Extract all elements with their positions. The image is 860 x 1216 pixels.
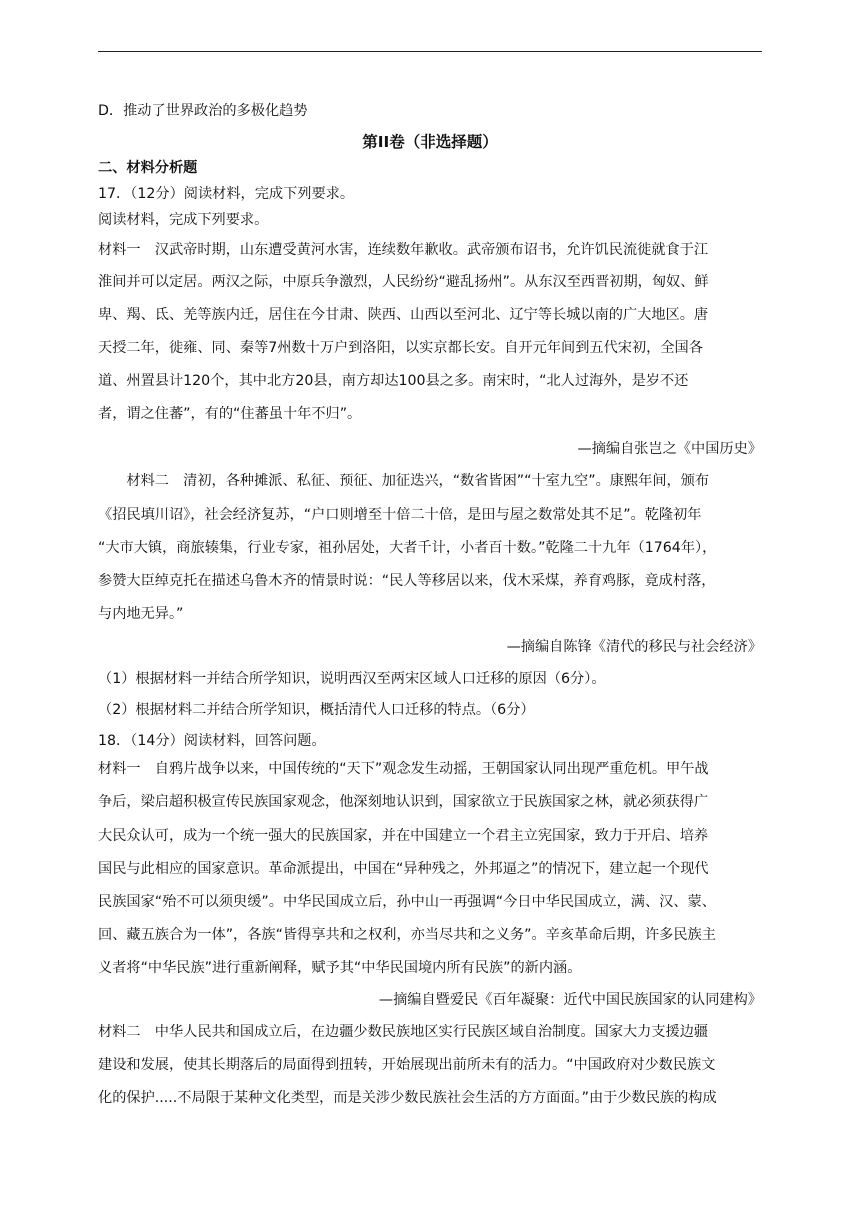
q17-source2: —摘编自陈锋《清代的移民与社会经济》 [506,639,762,655]
q17-stem: 17．（12分）阅读材料，完成下列要求。 [98,186,355,202]
q18-material2-line: 材料二 中华人民共和国成立后，在边疆少数民族地区实行民族区域自治制度。国家大力支援边疆 [98,1024,709,1040]
section-title: 第II卷（非选择题） [362,133,498,151]
q17-material2-line: 参赞大臣绰克托在描述乌鲁木齐的情景时说：“民人等移居以来，伐木采煤，养育鸡豚，竟成村落， [98,573,716,589]
q18-material1-line: 材料一 自鸦片战争以来，中国传统的“天下”观念发生动摇，王朝国家认同出现严重危机。甲午战 [98,761,709,777]
q18-material2-line: 化的保护.....不局限于某种文化类型，而是关涉少数民族社会生活的方方面面。”由于少数民族的构成 [98,1090,717,1106]
q17-material1-line: 者，谓之住蕃”，有的“住蕃虽十年不归”。 [98,406,362,422]
part-heading: 二、材料分析题 [98,160,198,176]
q18-material2-line: 建设和发展，使其长期落后的局面得到扭转，开始展现出前所未有的活力。“中国政府对少数民族文 [98,1057,716,1073]
q17-material2-line: 材料二 清初，各种摊派、私征、预征、加征迭兴，“数省皆困”“十室九空”。康熙年间，颁布 [98,473,710,489]
q17-material1-line: 天授二年，徙雍、同、秦等7州数十万户到洛阳，以实京都长安。自开元年间到五代宋初，全国各 [98,340,703,356]
q18-stem: 18．（14分）阅读材料，回答问题。 [98,733,326,749]
q17-material2-line: “大市大镇，商旅辏集，行业专家，祖孙居处，大者千计，小者百十数。”乾隆二十九年（1764年）， [98,540,717,556]
q17-material1-line: 卑、羯、氐、羌等族内迁，居住在今甘肃、陕西、山西以至河北、辽宁等长城以南的广大地区。唐 [98,307,709,323]
q17-source1: —摘编自张岂之《中国历史》 [577,441,762,457]
q18-source1: —摘编自暨爱民《百年凝聚：近代中国民族国家的认同建构》 [378,992,762,1008]
q18-material1-line: 回、藏五族合为一体”，各族“皆得享共和之权利，亦当尽共和之义务”。辛亥革命后期，许多民族主 [98,927,716,943]
q18-material1-line: 义者将“中华民族”进行重新阐释，赋予其“中华民国境内所有民族”的新内涵。 [98,960,582,976]
previous-option-d: D．推动了世界政治的多极化趋势 [98,103,308,119]
q17-material1-line: 道、州置县计120个，其中北方20县，南方却达100县之多。南宋时，“北人过海外，是岁不还 [98,373,689,389]
q17-material1-line: 淮间并可以定居。两汉之际，中原兵争激烈，人民纷纷“避乱扬州”。从东汉至西晋初期，匈奴、鲜 [98,274,709,290]
q17-question-2: （2）根据材料二并结合所学知识，概括清代人口迁移的特点。（6分） [98,702,535,718]
header-rule [98,51,762,52]
q17-question-1: （1）根据材料一并结合所学知识，说明西汉至两宋区域人口迁移的原因（6分）。 [98,671,606,687]
q17-material2-line: 与内地无异。” [98,606,184,622]
q18-material1-line: 民族国家“殆不可以须臾缓”。中华民国成立后，孙中山一再强调“今日中华民国成立，满、汉、蒙、 [98,894,716,910]
q17-material2-line: 《招民填川诏》，社会经济复苏，“户口则增至十倍二十倍，是田与屋之数常处其不足”。乾隆初年 [98,507,702,523]
q18-material1-line: 国民与此相应的国家意识。革命派提出，中国在“异种残之，外邦逼之”的情况下，建立起一个现代 [98,861,709,877]
q18-material1-line: 争后，梁启超积极宣传民族国家观念，他深刻地认识到，国家欲立于民族国家之林，就必须获得广 [98,794,709,810]
q18-material1-line: 大民众认可，成为一个统一强大的民族国家，并在中国建立一个君主立宪国家，致力于开启、培养 [98,828,709,844]
q17-stem-repeat: 阅读材料，完成下列要求。 [98,212,269,228]
q17-material1-line: 材料一 汉武帝时期，山东遭受黄河水害，连续数年歉收。武帝颁布诏书，允许饥民流徙就食于江 [98,242,709,258]
